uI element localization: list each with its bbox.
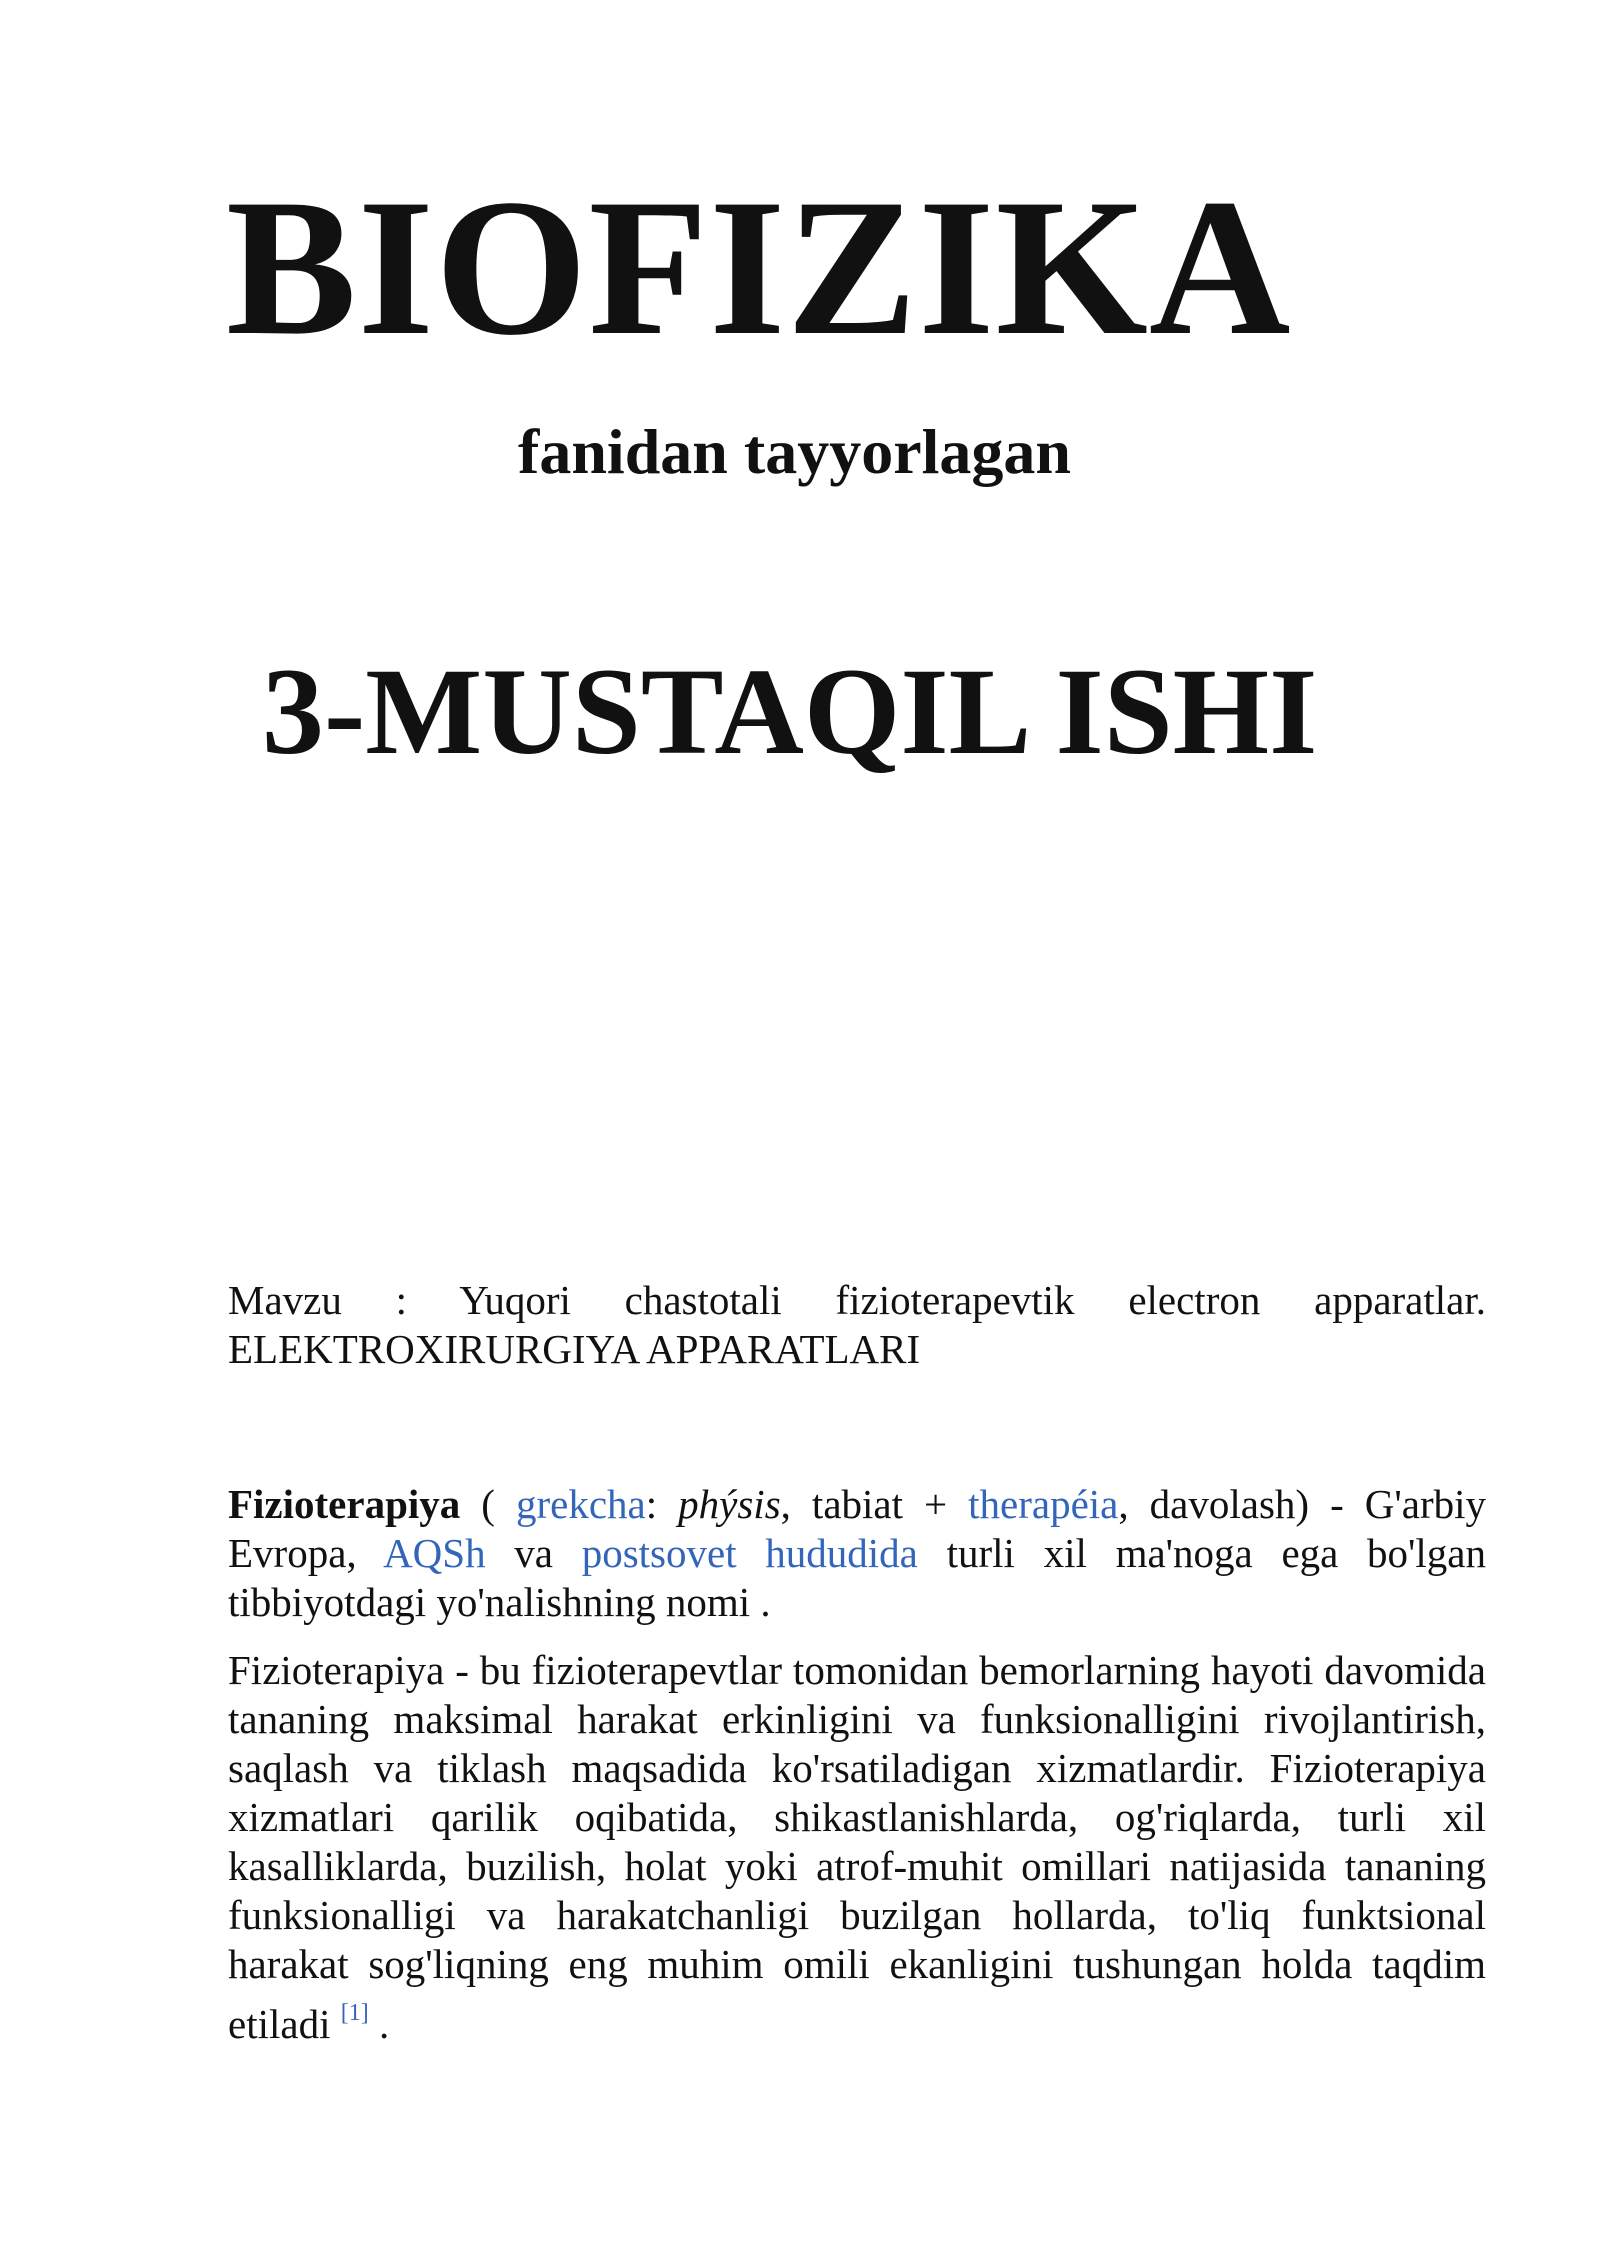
text-physis: phýsis — [678, 1481, 781, 1527]
text-colon: : — [645, 1481, 679, 1527]
text-description-end: . — [368, 2001, 390, 2047]
text-nature: , tabiat + — [780, 1481, 969, 1527]
document-subtitle: fanidan tayyorlagan — [518, 416, 1071, 487]
paragraph-definition-text — [228, 1480, 1486, 1627]
paragraph-definition — [228, 1480, 1486, 1627]
text-and: va — [485, 1530, 582, 1576]
text-healing: , davolash) - G'arbiy Evropa, — [228, 1481, 1486, 1576]
link-grekcha[interactable]: grekcha — [515, 1481, 646, 1527]
topic-section — [228, 1276, 1486, 1374]
term-fizioterapiya: Fizioterapiya — [228, 1481, 461, 1527]
link-aqsh[interactable]: AQSh — [383, 1530, 486, 1576]
text-description-body: Fizioterapiya - bu fizioterapevtlar tomonidan bemorlarning hayoti davomida tananing maksimal harakat erkinligini va funksionalligini rivojlantirish, saqlash va tiklash maqsadida ko'rsatiladigan xizmatlardir. Fizioterapiya xizmatlari qarilik oqibatida, shikastlanishlarda, og'riqlarda, turli xil kasalliklarda, buzilish, holat yoki atrof-muhit omillari natijasida tananing funksionalligi va harakatchanligi buzilgan hollarda, to'liq funktsional harakat sog'liqning eng muhim omili ekanligini tushungan holda taqdim etiladi — [228, 1647, 1486, 2047]
link-therapeia[interactable]: therapéia — [968, 1481, 1119, 1527]
topic-text: Mavzu : Yuqori chastotali fizioterapevtik electron apparatlar. ELEKTROXIRURGIYA APPARATLARI — [228, 1277, 1486, 1372]
text-definition-rest: turli xil ma'noga ega bo'lgan tibbiyotdagi yo'nalishning nomi . — [228, 1530, 1487, 1625]
paragraph-description — [228, 1646, 1486, 2049]
reference-link-1[interactable]: [1] — [340, 2000, 369, 2026]
work-title: 3-MUSTAQIL ISHI — [262, 643, 1318, 780]
document-title: BIOFIZIKA — [226, 159, 1292, 376]
text-open-paren: ( — [460, 1481, 516, 1527]
paragraph-description-text — [228, 1646, 1486, 2049]
link-postsovet-hududida[interactable]: postsovet hududida — [581, 1530, 918, 1576]
